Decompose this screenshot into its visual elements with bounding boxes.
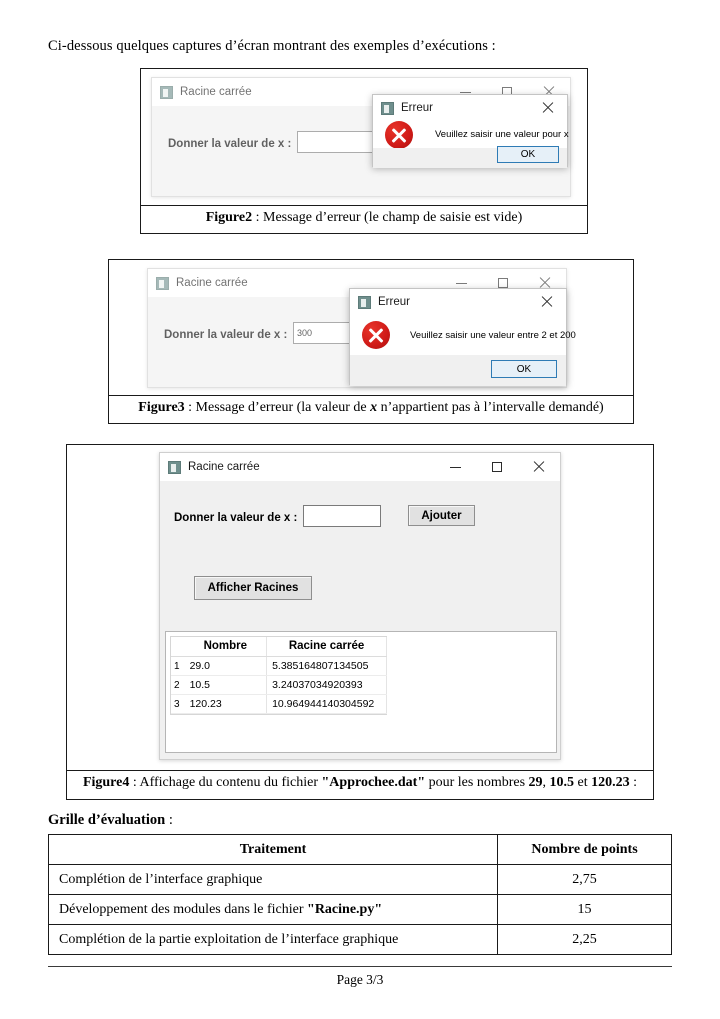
- figure2-block: [140, 68, 588, 234]
- dialog-title: Erreur: [378, 296, 410, 308]
- intro-text: Ci-dessous quelques captures d’écran montrant des exemples d’exécutions :: [48, 38, 496, 54]
- page-footer: Page 3/3: [336, 972, 384, 987]
- dialog-icon: [358, 296, 371, 309]
- footer-divider: [48, 966, 672, 967]
- figure4-body: [67, 445, 653, 770]
- error-dialog-figure3: [349, 288, 576, 385]
- dialog-footer: [373, 148, 567, 168]
- results-table: [171, 637, 387, 714]
- ajouter-button[interactable]: Ajouter: [408, 505, 475, 526]
- dialog-footer: [350, 355, 566, 386]
- dialog-titlebar: [373, 95, 567, 121]
- dialog-ok-button[interactable]: OK: [497, 146, 559, 163]
- cell-racine: 5.385164807134505: [267, 657, 387, 676]
- value-input-figure2[interactable]: [297, 131, 375, 153]
- cell-racine: 10.964944140304592: [267, 695, 387, 714]
- results-table-panel: [165, 631, 557, 753]
- figure4-caption-end: :: [629, 775, 638, 790]
- figure3-caption: [109, 395, 633, 421]
- table-row[interactable]: [171, 695, 387, 714]
- grid-row: [49, 925, 672, 955]
- col-nombre-header[interactable]: Nombre: [185, 637, 267, 657]
- grid-treatment-file: "Racine.py": [307, 901, 383, 917]
- cell-nombre: 120.23: [185, 695, 267, 714]
- figure4-caption-file: "Approchee.dat": [321, 775, 426, 790]
- figure2-caption-label: Figure2: [205, 210, 253, 225]
- label-donner-valeur-x: Donner la valeur de x :: [164, 329, 288, 341]
- row-index: 1: [171, 657, 185, 676]
- error-dialog-figure2: [372, 94, 568, 167]
- figure4-block: [66, 444, 654, 800]
- dialog-message-row: [350, 315, 576, 355]
- grid-cell-treatment: [49, 895, 498, 925]
- figure3-block: [108, 259, 634, 424]
- app-window-figure4: [159, 452, 561, 760]
- grid-header-row: [49, 835, 672, 865]
- grille-title-rest: :: [165, 812, 173, 828]
- dialog-ok-button[interactable]: OK: [491, 360, 557, 378]
- grid-col-traitement: Traitement: [49, 835, 498, 865]
- grille-evaluation-title: [48, 812, 173, 829]
- cell-racine: 3.24037034920393: [267, 676, 387, 695]
- window-title: Racine carrée: [176, 277, 248, 289]
- figure3-caption-text2: n’appartient pas à l’intervalle demandé): [377, 400, 604, 415]
- grid-row: [49, 895, 672, 925]
- app-icon: [168, 461, 181, 474]
- figure3-body: [109, 260, 633, 395]
- row-index: 2: [171, 676, 185, 695]
- table-row[interactable]: [171, 657, 387, 676]
- row-index: 3: [171, 695, 185, 714]
- figure4-caption-sep1: ,: [542, 775, 550, 790]
- minimize-icon[interactable]: [434, 453, 476, 481]
- app-icon: [156, 277, 169, 290]
- grid-cell-points: 2,25: [498, 925, 672, 955]
- figure2-body: [141, 69, 587, 205]
- grille-title-bold: Grille d’évaluation: [48, 812, 166, 828]
- error-circle-icon: [362, 321, 390, 349]
- grid-cell-treatment: Complétion de l’interface graphique: [49, 865, 498, 895]
- evaluation-grid-table: [48, 834, 672, 955]
- value-input-figure4[interactable]: [303, 505, 381, 527]
- figure2-caption-text: : Message d’erreur (le champ de saisie est vide): [252, 210, 523, 225]
- window-title: Racine carrée: [188, 461, 260, 473]
- cell-nombre: 10.5: [185, 676, 267, 695]
- figure4-caption-text2: pour les nombres: [425, 775, 529, 790]
- grid-treatment-text: Développement des modules dans le fichier: [59, 901, 308, 917]
- dialog-icon: [381, 102, 394, 115]
- figure4-caption-label: Figure4: [82, 775, 130, 790]
- figure3-caption-var: x: [370, 400, 378, 415]
- label-donner-valeur-x: Donner la valeur de x :: [168, 138, 292, 150]
- error-circle-icon: [385, 121, 413, 149]
- dialog-titlebar: [350, 289, 566, 315]
- grid-cell-treatment: Complétion de la partie exploitation de l’interface graphique: [49, 925, 498, 955]
- afficher-racines-button[interactable]: Afficher Racines: [194, 576, 312, 600]
- results-table-inner: [170, 636, 387, 715]
- grid-col-points: Nombre de points: [498, 835, 672, 865]
- maximize-icon[interactable]: [476, 453, 518, 481]
- titlebar: [160, 453, 560, 481]
- grid-row: [49, 865, 672, 895]
- dialog-close-icon[interactable]: [529, 95, 567, 121]
- figure4-caption: [67, 770, 653, 796]
- cell-nombre: 29.0: [185, 657, 267, 676]
- figure4-caption-text1: : Affichage du contenu du fichier: [129, 775, 322, 790]
- col-racine-header[interactable]: Racine carrée: [267, 637, 387, 657]
- figure4-caption-n3: 120.23: [591, 775, 630, 790]
- figure3-caption-label: Figure3: [138, 400, 185, 415]
- label-donner-valeur-x: Donner la valeur de x :: [174, 512, 298, 524]
- figure3-caption-text1: : Message d’erreur (la valeur de: [184, 400, 371, 415]
- table-header-row: [171, 637, 387, 657]
- dialog-message-row: [373, 121, 567, 148]
- dialog-close-icon[interactable]: [528, 289, 566, 315]
- table-body: [171, 657, 387, 714]
- value-input-figure3[interactable]: 300: [293, 322, 371, 344]
- dialog-message: Veuillez saisir une valeur entre 2 et 200: [410, 329, 576, 341]
- grid-cell-points: 15: [498, 895, 672, 925]
- window-body: [160, 481, 560, 759]
- window-controls: [434, 453, 560, 481]
- grid-cell-points: 2,75: [498, 865, 672, 895]
- grid-body: [49, 865, 672, 955]
- window-title: Racine carrée: [180, 86, 252, 98]
- app-icon: [160, 86, 173, 99]
- figure4-caption-n1: 29: [528, 775, 543, 790]
- col-index-header[interactable]: [171, 637, 185, 657]
- close-icon[interactable]: [518, 453, 560, 481]
- figure2-caption: [141, 205, 587, 231]
- table-row[interactable]: [171, 676, 387, 695]
- figure4-caption-sep2: et: [574, 775, 592, 790]
- dialog-message: Veuillez saisir une valeur pour x: [435, 129, 569, 140]
- figure4-caption-n2: 10.5: [549, 775, 575, 790]
- dialog-title: Erreur: [401, 102, 433, 114]
